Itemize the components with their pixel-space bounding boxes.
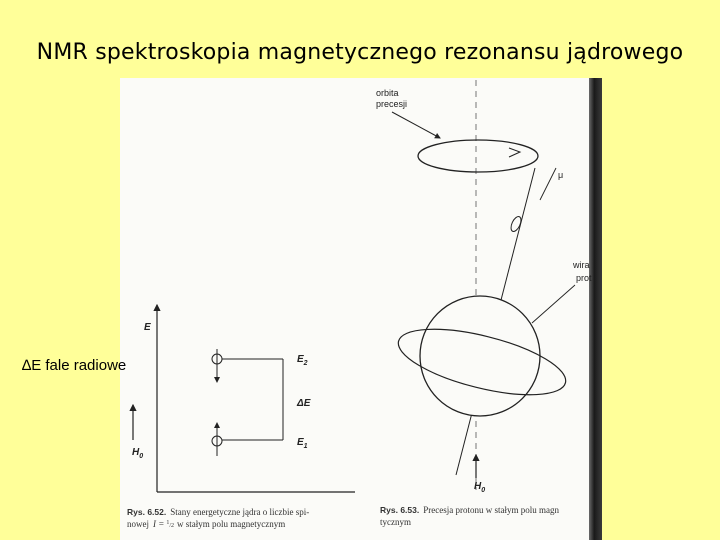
mu-label: μ [558, 170, 564, 180]
energy-level-diagram [127, 305, 355, 529]
delta-e-label: ΔE [297, 398, 311, 409]
right-caption-line1: Rys. 6.53. Precesja protonu w stałym polu magn [380, 505, 559, 515]
orbit-label-1: orbita [376, 88, 399, 98]
callout-text: E fale radiowe [31, 357, 127, 374]
spin-label-1: wira [573, 260, 590, 270]
lower-level-label: $E_1$ [297, 437, 308, 450]
left-caption-line2: nowej I = $^1_/$2 w stałym polu magnetycznym [127, 519, 286, 529]
spin-pointer [532, 285, 575, 323]
proton-sphere [420, 296, 540, 416]
orbit-direction-arrow [509, 148, 520, 157]
mu-pointer [540, 168, 556, 200]
axis-e-label: E [144, 322, 151, 333]
right-caption-line2: tycznym [380, 517, 411, 527]
orbit-label-2: precesji [376, 99, 408, 109]
precession-diagram [376, 80, 592, 527]
left-caption-line1: Rys. 6.52. Stany energetyczne jądra o liczbie spi- [127, 507, 310, 517]
spin-label-2: prot [576, 273, 592, 283]
upper-level-label: $E_2$ [297, 354, 308, 367]
precession-orbit [418, 140, 538, 172]
slide-title: NMR spektroskopia magnetycznego rezonansu jądrowego [36, 40, 684, 65]
field-label-right: $H_0$ [474, 481, 486, 494]
orbit-pointer [392, 112, 440, 138]
delta-symbol: ∆ [22, 357, 32, 374]
field-label-left: $H_0$ [132, 447, 144, 460]
